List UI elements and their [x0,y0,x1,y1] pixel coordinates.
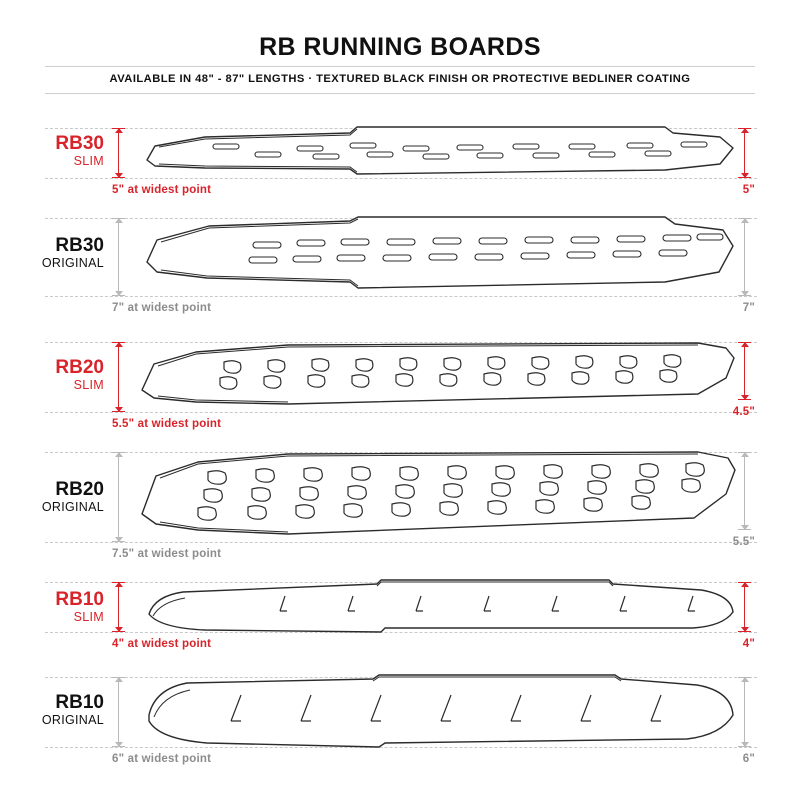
board-variant: ORIGINAL [41,713,104,727]
board-name: RB20 [55,479,104,500]
board-illustration-rb20-slim [138,338,738,416]
header [0,0,800,85]
right-dimension-arrow [738,128,752,178]
left-dimension-arrow [112,128,126,178]
right-dimension-arrow [738,218,752,296]
board-name: RB30 [55,133,104,154]
left-dimension-label: 4" at widest point [112,638,212,650]
right-dimension-label: 5.5" [732,536,755,548]
board-name: RB10 [55,589,104,610]
board-row-rb10-slim [0,570,800,660]
left-dimension-label: 7" at widest point [112,302,212,314]
right-dimension-label: 6" [742,753,755,765]
board-row-rb20-original [0,440,800,568]
right-dimension-arrow [738,677,752,747]
left-dimension-arrow [112,582,126,632]
board-label-rb20-original [0,480,104,514]
board-label-rb30-slim [0,134,104,168]
left-dimension-arrow [112,342,126,412]
header-subtitle: AVAILABLE IN 48" - 87" LENGTHS · TEXTURED BLACK FINISH OR PROTECTIVE BEDLINER COATING [109,73,691,85]
board-name: RB10 [55,692,104,713]
left-dimension-arrow [112,452,126,542]
right-dimension-arrow [738,582,752,632]
right-dimension-arrow [738,342,752,400]
right-dimension-label: 4.5" [732,406,755,418]
right-dimension-arrow [738,452,752,530]
board-illustration-rb20-original [138,448,738,548]
board-label-rb10-original [0,693,104,727]
board-row-rb20-slim [0,330,800,430]
board-variant: SLIM [73,378,104,392]
board-variant: SLIM [73,154,104,168]
left-dimension-label: 5" at widest point [112,184,212,196]
left-dimension-arrow [112,677,126,747]
board-label-rb30-original [0,236,104,270]
left-dimension-arrow [112,218,126,296]
board-row-rb30-slim [0,110,800,202]
right-dimension-label: 4" [742,638,755,650]
board-label-rb10-slim [0,590,104,624]
board-illustration-rb10-original [145,673,735,755]
board-illustration-rb30-slim [145,124,735,182]
board-label-rb20-slim [0,358,104,392]
board-name: RB30 [55,235,104,256]
left-dimension-label: 6" at widest point [112,753,212,765]
right-dimension-label: 5" [742,184,755,196]
board-row-rb10-original [0,665,800,775]
board-row-rb30-original [0,206,800,318]
header-divider-bottom [45,93,755,94]
board-variant: ORIGINAL [41,500,104,514]
right-dimension-label: 7" [742,302,755,314]
board-illustration-rb30-original [145,214,735,300]
board-variant: SLIM [73,610,104,624]
board-name: RB20 [55,357,104,378]
board-variant: ORIGINAL [41,256,104,270]
board-illustration-rb10-slim [145,578,735,640]
left-dimension-label: 5.5" at widest point [112,418,222,430]
page-title: RB RUNNING BOARDS [259,33,541,61]
left-dimension-label: 7.5" at widest point [112,548,222,560]
header-divider-top [45,66,755,67]
